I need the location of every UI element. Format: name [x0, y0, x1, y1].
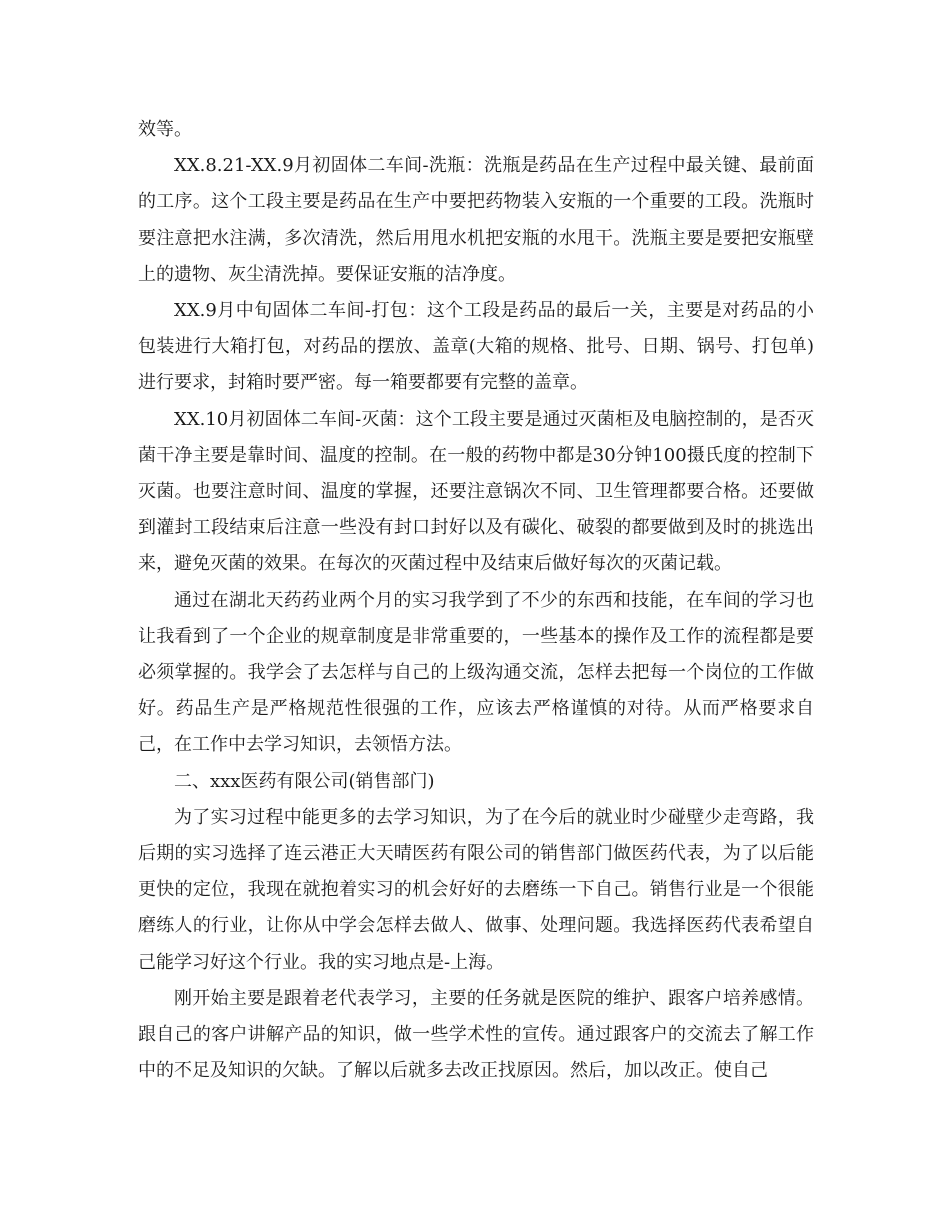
paragraph-summary: 通过在湖北天药药业两个月的实习我学到了不少的东西和技能，在车间的学习也让我看到了一个企业的规章制度是非常重要的，一些基本的操作及工作的流程都是要必须掌握的。我学会了去怎样与自己的上级沟通交流，怎样去把每一个岗位的工作做好。药品生产是严格规范性很强的工作，应该去严格谨慎的对待。从而严格要求自己，在工作中去学习知识，去领悟方法。: [138, 589, 814, 756]
paragraph-sales-intro: 为了实习过程中能更多的去学习知识，为了在今后的就业时少碰壁少走弯路，我后期的实习选择了连云港正大天晴医药有限公司的销售部门做医药代表，为了以后能更快的定位，我现在就抱着实习的机会好好的去磨练一下自己。销售行业是一个很能磨练人的行业，让你从中学会怎样去做人、做事、处理问题。我选择医药代表希望自己能学习好这个行业。我的实习地点是-上海。: [138, 806, 814, 973]
paragraph-wash-bottles: XX.8.21-XX.9月初固体二车间-洗瓶：洗瓶是药品在生产过程中最关键、最前面的工序。这个工段主要是药品在生产中要把药物装入安瓶的一个重要的工段。洗瓶时要注意把水注满，多次清洗，然后用甩水机把安瓶的水甩干。洗瓶主要是要把安瓶壁上的遗物、灰尘清洗掉。要保证安瓶的洁净度。: [138, 155, 814, 285]
paragraph-sales-start: 刚开始主要是跟着老代表学习，主要的任务就是医院的维护、跟客户培养感情。跟自己的客户讲解产品的知识，做一些学术性的宣传。通过跟客户的交流去了解工作中的不足及知识的欠缺。了解以后就多去改正找原因。然后，加以改正。使自己: [138, 987, 814, 1082]
paragraph-packing: XX.9月中旬固体二车间-打包：这个工段是药品的最后一关，主要是对药品的小包装进行大箱打包，对药品的摆放、盖章(大箱的规格、批号、日期、锅号、打包单)进行要求，封箱时要严密。每一箱要都要有完整的盖章。: [138, 300, 814, 394]
section-heading-sales: 二、xxx医药有限公司(销售部门): [174, 770, 435, 792]
paragraph-continuation: 效等。: [138, 119, 192, 140]
document-body: [138, 112, 814, 1089]
paragraph-sterilization: XX.10月初固体二车间-灭菌：这个工段主要是通过灭菌柜及电脑控制的，是否灭菌干净主要是靠时间、温度的控制。在一般的药物中都是30分钟100摄氏度的控制下灭菌。也要注意时间、温度的掌握，还要注意锅次不同、卫生管理都要合格。还要做到灌封工段结束后注意一些没有封口封好以及有碳化、破裂的都要做到及时的挑选出来，避免灭菌的效果。在每次的灭菌过程中及结束后做好每次的灭菌记载。: [138, 408, 814, 575]
